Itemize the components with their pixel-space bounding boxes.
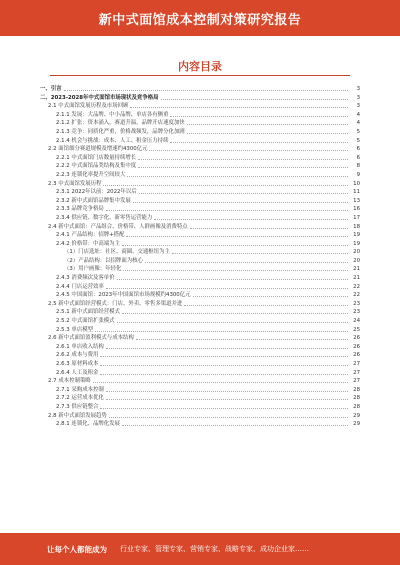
toc-entry[interactable] (40, 188, 360, 197)
toc-entry-label: 2.8 新中式面馆发展趋势 (48, 412, 107, 419)
footer-banner (0, 533, 400, 565)
toc-entry[interactable] (40, 145, 360, 154)
toc-leader-dots (106, 343, 348, 349)
toc-entry-label: 2.6 新中式面馆盈利模式与成本结构 (48, 335, 134, 342)
toc-entry-page: 26 (353, 335, 360, 342)
toc-entry-label: 2.5.3 单店模型 (56, 326, 93, 333)
toc-leader-dots (133, 197, 348, 203)
toc-leader-dots (127, 171, 348, 177)
toc-leader-dots (172, 248, 348, 254)
toc-entry-label: 2.2.3 连锁化率提升空间较大 (56, 171, 126, 178)
toc-entry[interactable] (40, 403, 360, 412)
toc-entry[interactable] (40, 317, 360, 326)
toc-entry[interactable] (40, 308, 360, 317)
toc-entry-label: 二、2023-2028年中式面馆市场现状及竞争格局 (40, 94, 159, 101)
toc-entry-label: （3）用户画像：年轻化 (64, 266, 122, 273)
toc-leader-dots (117, 274, 348, 280)
toc-entry[interactable] (40, 162, 360, 171)
toc-entry-page: 20 (353, 249, 360, 256)
table-of-contents (40, 85, 360, 429)
toc-entry-label: 2.7.2 运营成本优化 (56, 395, 104, 402)
toc-leader-dots (193, 291, 348, 297)
toc-entry-page: 5 (356, 137, 360, 144)
toc-leader-dots (123, 265, 348, 271)
toc-entry-page: 19 (353, 240, 360, 247)
toc-entry-label: 2.4.5 中国面馆：2023年中国面馆市场规模约4300亿元 (56, 292, 191, 299)
toc-entry-page: 29 (353, 412, 360, 419)
toc-entry-page: 10 (353, 180, 360, 187)
toc-entry[interactable] (40, 240, 360, 249)
toc-entry-page: 23 (353, 309, 360, 316)
toc-leader-dots (93, 377, 348, 383)
footer-slogan: 让每个人都能成为 (47, 545, 107, 554)
toc-entry-label: 2.4.1 产品结构：招牌+搭配 (56, 232, 125, 239)
toc-entry-page: 29 (353, 421, 360, 428)
toc-leader-dots (100, 351, 348, 357)
toc-entry-label: （2）产品结构：以招牌面为核心 (64, 257, 143, 264)
toc-entry[interactable] (40, 360, 360, 369)
toc-leader-dots (138, 154, 348, 160)
toc-leader-dots (170, 111, 348, 117)
toc-leader-dots (190, 223, 348, 229)
toc-entry[interactable] (40, 326, 360, 335)
toc-entry[interactable] (40, 334, 360, 343)
toc-leader-dots (100, 360, 348, 366)
toc-entry[interactable] (40, 180, 360, 189)
toc-entry[interactable] (40, 128, 360, 137)
toc-entry[interactable] (40, 214, 360, 223)
toc-entry[interactable] (40, 283, 360, 292)
toc-entry[interactable] (40, 154, 360, 163)
toc-entry[interactable] (40, 300, 360, 309)
toc-entry-page: 26 (353, 352, 360, 359)
toc-entry-label: 2.6.2 成本与费用 (56, 352, 99, 359)
toc-entry-page: 20 (353, 257, 360, 264)
toc-entry-page: 26 (353, 343, 360, 350)
toc-entry[interactable] (40, 377, 360, 386)
toc-leader-dots (130, 102, 348, 108)
toc-entry[interactable] (40, 197, 360, 206)
toc-leader-dots (106, 205, 348, 211)
toc-entry[interactable] (40, 291, 360, 300)
toc-leader-dots (122, 308, 348, 314)
toc-entry[interactable] (40, 94, 360, 103)
toc-entry-page: 27 (353, 378, 360, 385)
toc-entry[interactable] (40, 85, 360, 94)
toc-entry[interactable] (40, 137, 360, 146)
toc-entry-label: 2.1.4 机会与挑战：成本、人工、租金压力持续 (56, 137, 169, 144)
toc-entry[interactable] (40, 274, 360, 283)
toc-leader-dots (122, 240, 348, 246)
toc-entry-page: 17 (353, 214, 360, 221)
toc-leader-dots (170, 137, 348, 143)
toc-entry-label: 2.4 新中式面馆：产品组合、价格带、人群画像及消费特点 (48, 223, 188, 230)
toc-entry[interactable] (40, 369, 360, 378)
toc-leader-dots (136, 334, 348, 340)
toc-entry-page: 18 (353, 223, 360, 230)
toc-leader-dots (100, 369, 348, 375)
toc-entry-page: 28 (353, 395, 360, 402)
toc-entry-page: 6 (356, 146, 360, 153)
toc-entry-label: 2.1.2 扩张：资本涌入，赛道升温，品牌开店速度加快 (56, 120, 185, 127)
toc-entry-label: 2.3.3 品牌竞争格局 (56, 206, 104, 213)
toc-entry-label: 2.8.1 连锁化、品牌化发展 (56, 421, 120, 428)
toc-entry[interactable] (40, 343, 360, 352)
toc-entry-page: 23 (353, 300, 360, 307)
toc-leader-dots (187, 128, 348, 134)
toc-entry-label: （1）门店选址：社区、商圈、交通枢纽为主 (64, 249, 170, 256)
toc-entry-label: 2.2.2 中式面馆品类结构及集中度 (56, 163, 137, 170)
toc-entry-page: 22 (353, 283, 360, 290)
toc-entry[interactable] (40, 102, 360, 111)
toc-entry[interactable] (40, 386, 360, 395)
toc-entry-page: 28 (353, 386, 360, 393)
toc-entry-page: 3 (356, 86, 360, 92)
toc-entry-page: 8 (356, 163, 360, 170)
toc-entry-label: 2.2.1 中式面馆门店数量持续增长 (56, 154, 137, 161)
toc-leader-dots (103, 180, 348, 186)
toc-entry[interactable] (40, 231, 360, 240)
toc-entry[interactable] (40, 248, 360, 257)
toc-leader-dots (95, 326, 348, 332)
toc-entry-label: 2.3.1 2022年以前：2022年以后 (56, 189, 137, 196)
toc-leader-dots (106, 394, 348, 400)
toc-entry-label: 2.5.2 中式面馆扩张模式 (56, 318, 115, 325)
toc-entry-page: 3 (356, 94, 360, 101)
toc-leader-dots (149, 145, 348, 151)
toc-entry[interactable] (40, 223, 360, 232)
toc-entry-page: 5 (356, 128, 360, 135)
toc-entry-label: 2.6.4 人工及租金 (56, 369, 99, 376)
toc-entry[interactable] (40, 420, 360, 429)
toc-entry[interactable] (40, 394, 360, 403)
toc-leader-dots (145, 257, 348, 263)
toc-leader-dots (126, 231, 348, 237)
toc-leader-dots (139, 188, 348, 194)
toc-entry-page: 3 (356, 103, 360, 110)
toc-entry-label: 一、引言 (40, 86, 62, 92)
toc-leader-dots (184, 300, 348, 306)
toc-entry[interactable] (40, 205, 360, 214)
toc-entry[interactable] (40, 412, 360, 421)
toc-title: 内容目录 (178, 60, 222, 73)
toc-leader-dots (106, 283, 348, 289)
toc-divider (50, 75, 350, 76)
toc-entry-page: 6 (356, 154, 360, 161)
toc-entry-label: 2.6.1 单店收入结构 (56, 343, 104, 350)
toc-entry-page: 13 (353, 197, 360, 204)
toc-entry-label: 2.5.1 新中式面馆经营模式 (56, 309, 120, 316)
toc-leader-dots (109, 412, 348, 418)
toc-leader-dots (161, 94, 349, 100)
toc-entry-label: 2.1.3 竞争：同质化严重，价格战频发，品牌分化加剧 (56, 128, 185, 135)
toc-entry[interactable] (40, 171, 360, 180)
toc-entry-page: 27 (353, 369, 360, 376)
toc-leader-dots (187, 119, 348, 125)
toc-entry[interactable] (40, 265, 360, 274)
toc-entry-label: 2.7.1 采购成本控制 (56, 386, 104, 393)
toc-leader-dots (117, 317, 348, 323)
toc-entry-page: 19 (353, 232, 360, 239)
toc-entry-page: 28 (353, 403, 360, 410)
toc-entry-label: 2.4.4 门店运营效率 (56, 283, 104, 290)
toc-entry[interactable] (40, 119, 360, 128)
toc-leader-dots (138, 162, 348, 168)
toc-entry-label: 2.7 成本控制策略 (48, 378, 91, 385)
toc-leader-dots (64, 85, 348, 91)
toc-entry-label: 2.7.3 供应链整合 (56, 403, 99, 410)
toc-entry[interactable] (40, 111, 360, 120)
toc-entry-label: 2.1.1 发展：大品牌、中小品牌、单店各有侧重 (56, 111, 169, 118)
toc-entry-page: 4 (356, 120, 360, 127)
toc-entry-label: 2.3.4 供应链、数字化、新零售运营能力 (56, 214, 153, 221)
toc-entry-page: 4 (356, 111, 360, 118)
toc-entry-label: 2.1 中式面馆发展历程及市场回顾 (48, 103, 129, 110)
toc-entry-label: 2.4.2 价格带：中高端为主 (56, 240, 120, 247)
toc-entry-label: 2.3.2 新中式面馆品牌集中发展 (56, 197, 131, 204)
toc-entry-page: 21 (353, 266, 360, 273)
toc-entry-label: 2.6.3 原材料成本 (56, 361, 99, 367)
header-banner (0, 0, 400, 36)
toc-entry-label: 2.2 面馆细分赛道规模及增速约4300亿元 (48, 146, 148, 153)
toc-entry-page: 21 (353, 275, 360, 282)
toc-entry-page: 27 (353, 361, 360, 367)
toc-entry-page: 24 (353, 318, 360, 325)
toc-leader-dots (106, 386, 348, 392)
footer-tagline: 行业专家、管理专家、营销专家、战略专家、成功企业家…… (120, 545, 309, 553)
toc-entry-label: 2.3 中式面馆发展历程 (48, 180, 102, 187)
toc-entry-page: 22 (353, 292, 360, 299)
toc-leader-dots (122, 420, 348, 426)
toc-entry-page: 25 (353, 326, 360, 333)
toc-entry[interactable] (40, 257, 360, 266)
report-title: 新中式面馆成本控制对策研究报告 (98, 13, 302, 28)
toc-entry-page: 16 (353, 206, 360, 213)
toc-leader-dots (100, 403, 348, 409)
toc-leader-dots (154, 214, 348, 220)
toc-entry[interactable] (40, 351, 360, 360)
toc-entry-page: 9 (356, 171, 360, 178)
toc-entry-label: 2.5 新中式面馆经营模式：门店、外卖、零售多渠道并进 (48, 300, 183, 307)
toc-entry-label: 2.4.3 消费频次及客单价 (56, 275, 115, 282)
toc-entry-page: 11 (353, 189, 360, 196)
